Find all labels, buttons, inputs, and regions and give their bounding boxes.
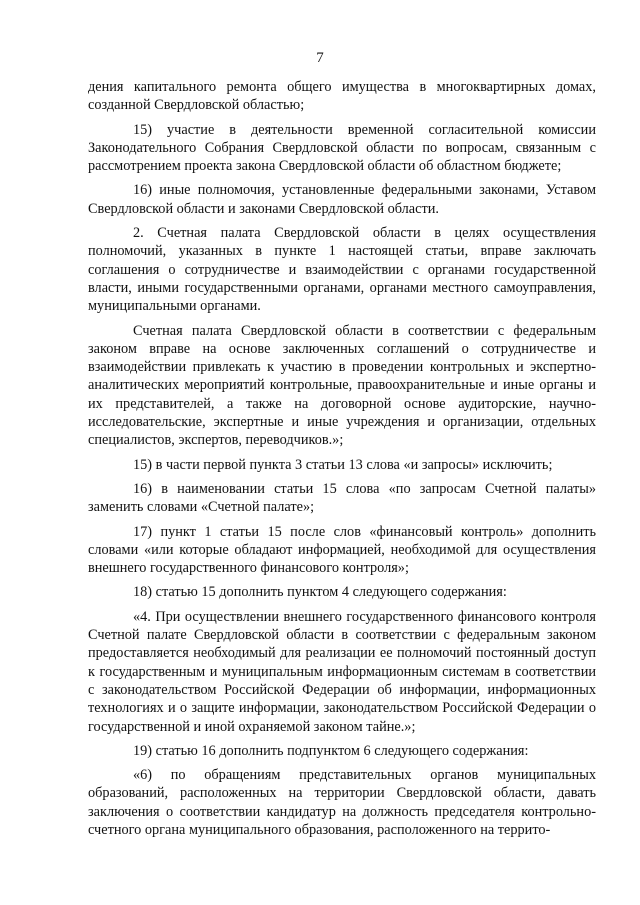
paragraph-amendment-16: 16) в наименовании статьи 15 слова «по запросам Счетной палаты» заменить словами «Счетной палате»; (88, 480, 596, 516)
document-body (88, 78, 596, 845)
paragraph-section-2: 2. Счетная палата Свердловской области в целях осуществления полномочий, указанных в пункте 1 настоящей статьи, вправе заключать соглашения о сотрудничестве и взаимодействии с органами государственной власти, иными государственными органами, органами местного самоуправления, муниципальными органами. (88, 225, 596, 315)
paragraph-item-15: 15) участие в деятельности временной согласительной комиссии Законодательного Собрания Свердловской области по вопросам, связанным с рассмотрением проекта закона Свердловской области об областном бюджете; (88, 121, 596, 175)
paragraph-section-2-part-2: Счетная палата Свердловской области в соответствии с федеральным законом вправе на основе заключенных соглашений о сотрудничестве и взаимодействии привлекать к участию в проведении контрольных и экспертно-аналитических мероприятий контрольные, правоохранительные и иные органы и их представителей, а также на договорной основе аудиторские, научно-исследовательские, экспертные и иные учреждения и организации, отдельных специалистов, экспертов, переводчиков.»; (88, 322, 596, 449)
paragraph-amendment-19: 19) статью 16 дополнить подпунктом 6 следующего содержания: (133, 742, 529, 759)
page-number: 7 (316, 50, 324, 66)
paragraph-item-16: 16) иные полномочия, установленные федеральными законами, Уставом Свердловской области и законами Свердловской области. (88, 182, 596, 217)
paragraph-quoted-item-6: «6) по обращениям представительных органов муниципальных образований, расположенных на территории Свердловской области, давать заключения о соответствии кандидатур на должность председателя контрольно-счетного органа муниципального образования, расположенного на террито- (88, 767, 596, 838)
paragraph-continuation: дения капитального ремонта общего имущества в многоквартирных домах, созданной Свердловской областью; (88, 79, 596, 114)
paragraph-amendment-18: 18) статью 15 дополнить пунктом 4 следующего содержания: (133, 584, 507, 601)
paragraph-amendment-15: 15) в части первой пункта 3 статьи 13 слова «и запросы» исключить; (133, 456, 553, 473)
paragraph-amendment-17: 17) пункт 1 статьи 15 после слов «финансовый контроль» дополнить словами «или которые обладают информацией, необходимой для осуществления внешнего государственного финансового контроля»; (88, 523, 596, 577)
paragraph-quoted-item-4: «4. При осуществлении внешнего государственного финансового контроля Счетной палате Свердловской области в соответствии с федеральным законом предоставляется необходимый для реализации ее полномочий постоянный доступ к государственным и муниципальным информационным системам в соответствии с законодательством Российской Федерации об информации, информационных технологиях и о защите информации, законодательством Российской Федерации о государственной и иной охраняемой законом тайне.»; (88, 608, 596, 735)
